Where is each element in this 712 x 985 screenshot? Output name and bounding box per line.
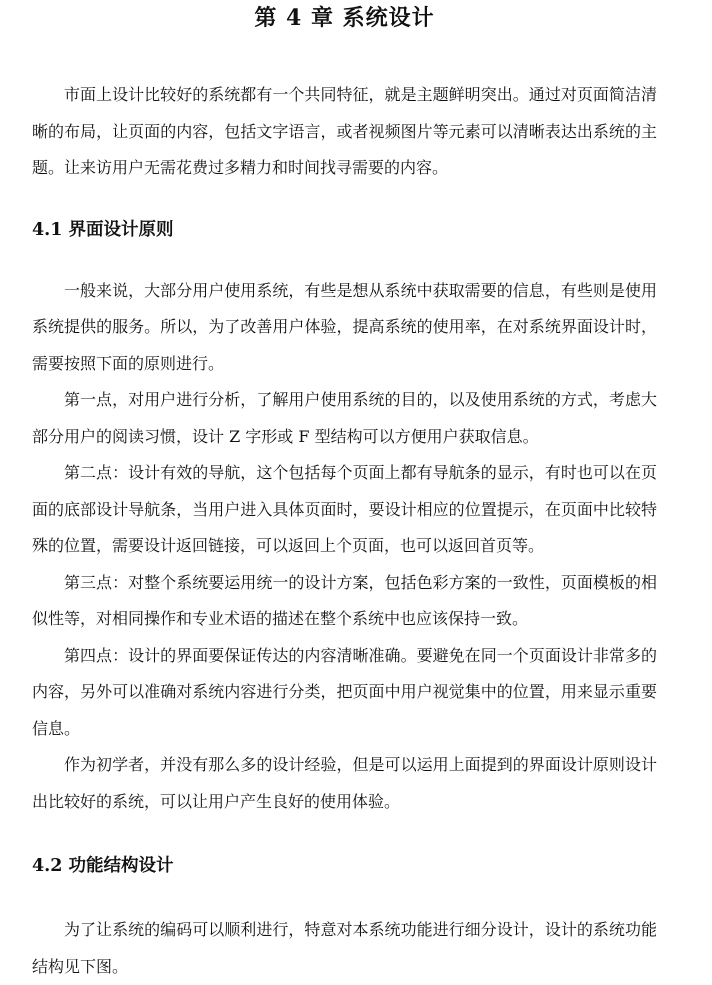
intro-paragraph: 市面上设计比较好的系统都有一个共同特征，就是主题鲜明突出。通过对页面简洁清晰的布局，让页面的内容，包括文字语言，或者视频图片等元素可以清晰表达出系统的主题。让来访用户无需花费过多精力和时间找寻需要的内容。 [32, 85, 657, 177]
paragraph: 为了让系统的编码可以顺利进行，特意对本系统功能进行细分设计，设计的系统功能结构见下图。 [32, 920, 657, 976]
section-heading-4-1: 4.1 界面设计原则 [32, 219, 174, 240]
paragraph: 第一点，对用户进行分析，了解用户使用系统的目的，以及使用系统的方式，考虑大部分用户的阅读习惯，设计 Z 字形或 F 型结构可以方便用户获取信息。 [32, 390, 657, 446]
chapter-title: 第 4 章 系统设计 [254, 5, 435, 31]
paragraph: 作为初学者，并没有那么多的设计经验，但是可以运用上面提到的界面设计原则设计出比较好的系统，可以让用户产生良好的使用体验。 [32, 755, 657, 811]
paragraph: 第二点：设计有效的导航，这个包括每个页面上都有导航条的显示，有时也可以在页面的底部设计导航条，当用户进入具体页面时，要设计相应的位置提示，在页面中比较特殊的位置，需要设计返回链接，可以返回上个页面，也可以返回首页等。 [32, 463, 657, 555]
section-heading-4-2: 4.2 功能结构设计 [32, 856, 174, 876]
paragraph: 第四点：设计的界面要保证传达的内容清晰准确。要避免在同一个页面设计非常多的内容，另外可以准确对系统内容进行分类，把页面中用户视觉集中的位置，用来显示重要信息。 [32, 645, 657, 738]
paragraph: 第三点：对整个系统要运用统一的设计方案，包括色彩方案的一致性，页面模板的相似性等，对相同操作和专业术语的描述在整个系统中也应该保持一致。 [32, 572, 657, 628]
paragraph: 一般来说，大部分用户使用系统，有些是想从系统中获取需要的信息，有些则是使用系统提供的服务。所以，为了改善用户体验，提高系统的使用率，在对系统界面设计时，需要按照下面的原则进行。 [32, 280, 657, 373]
document-page [32, 0, 657, 985]
